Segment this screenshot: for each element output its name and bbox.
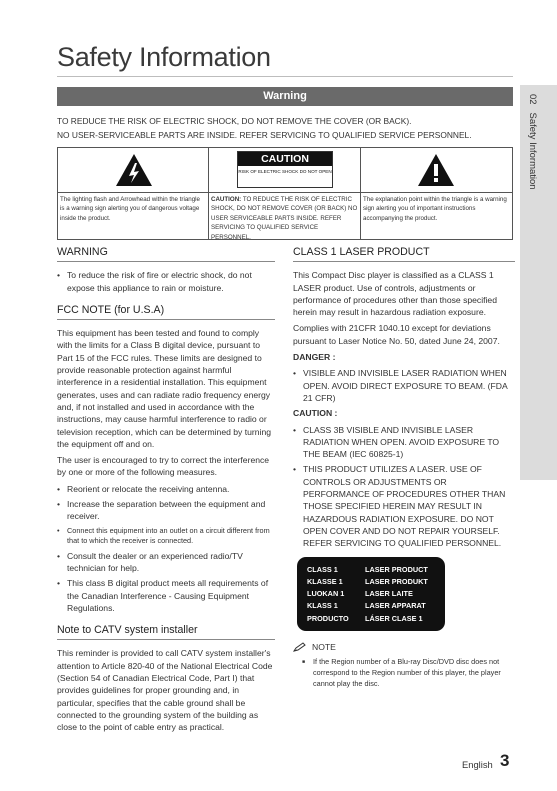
fcc-bullet: • Connect this equipment into an outlet on a circuit different from that to which the receiver is connected. [57, 526, 275, 547]
footer-language: English [462, 759, 493, 770]
caution-bullet: • CLASS 3B VISIBLE AND INVISIBLE LASER RADIATION WHEN OPEN. AVOID EXPOSURE TO THE BEAM (IEC 60825-1) [293, 424, 515, 461]
laser-paragraph-1: This Compact Disc player is classified as a CLASS 1 LASER product. Use of controls, adjustments or performance of procedures other than those specified herein may result in hazardous radiation exposure. [293, 270, 497, 318]
catv-paragraph: This reminder is provided to call CATV system installer's attention to Article 820-40 of the National Electrical Code (Section 54 of Canadian Electrical Code, Part I) that provides guidelines for proper grounding and, in particular, specifies that the cable ground shall be connected to the grounding system of the building as close to the point of cable entry as practical. [57, 648, 273, 733]
title-divider [57, 76, 513, 77]
intro-line-2: NO USER-SERVICEABLE PARTS ARE INSIDE. REFER SERVICING TO QUALIFIED SERVICE PERSONNEL. [57, 130, 472, 140]
laser-product-label [297, 557, 445, 631]
side-tab-number: 02 [527, 94, 538, 105]
danger-bullet: • VISIBLE AND INVISIBLE LASER RADIATION WHEN OPEN. AVOID DIRECT EXPOSURE TO BEAM. (FDA 21 CFR) [293, 367, 515, 404]
caution-explanation [209, 193, 360, 244]
laser-heading: CLASS 1 LASER PRODUCT [293, 246, 515, 262]
exclamation-explanation: The explanation point within the triangle is a warning sign alerting you of important instructions accompanying the product. [363, 196, 507, 222]
fcc-bullet: • Consult the dealer or an experienced radio/TV technician for help. [57, 550, 275, 575]
danger-label: DANGER : [293, 352, 336, 363]
exclamation-triangle-icon [416, 152, 456, 188]
caution-label-box [237, 151, 333, 188]
lightning-symbol-cell [58, 148, 209, 239]
caution-label-subtitle: RISK OF ELECTRIC SHOCK DO NOT OPEN [238, 169, 332, 174]
laser-label-row: CLASS 1 LASER PRODUCT [307, 564, 428, 574]
catv-heading: Note to CATV system installer [57, 624, 275, 640]
lightning-explanation: The lighting flash and Arrowhead within the triangle is a warning sign alerting you of dangerous voltage inside the product. [60, 196, 200, 222]
intro-line-1: TO REDUCE THE RISK OF ELECTRIC SHOCK, DO NOT REMOVE THE COVER (OR BACK). [57, 116, 412, 126]
side-tab-title: Safety Information [527, 112, 538, 190]
caution-bullet: • THIS PRODUCT UTILIZES A LASER. USE OF CONTROLS OR ADJUSTMENTS OR PERFORMANCE OF PROCEDURES OTHER THAN THOSE SPECIFIED HEREIN MAY RESULT IN HAZARDOUS RADIATION EXPOSURE. DO NOT OPEN COVER AND DO NOT REPAIR YOURSELF. REFER SERVICING TO QUALIFIED PERSONNEL. [293, 463, 515, 549]
warning-heading: WARNING [57, 246, 275, 262]
fcc-paragraph-2: The user is encouraged to try to correct the interference by one or more of the following measures. [57, 455, 270, 478]
caution-explanation-text: TO REDUCE THE RISK OF ELECTRIC SHOCK, DO NOT REMOVE COVER (OR BACK) NO USER SERVICEABLE PARTS INSIDE. REFER SERVICING TO QUALIFIED SERVICE PERSONNEL. [211, 196, 358, 241]
caution-label-title: CAUTION [238, 152, 332, 166]
note-header [293, 641, 515, 653]
fcc-bullet: • Increase the separation between the equipment and receiver. [57, 498, 275, 523]
side-tab-label [527, 94, 538, 190]
warning-bar: Warning [57, 87, 513, 106]
fcc-bullet: • This class B digital product meets all requirements of the Canadian Interference - Causing Equipment Regulations. [57, 577, 275, 614]
fcc-heading: FCC NOTE (for U.S.A) [57, 304, 275, 320]
page-title: Safety Information [57, 42, 271, 72]
note-heading: NOTE [312, 642, 336, 653]
laser-label-row: LUOKAN 1 LASER LAITE [307, 589, 413, 599]
fcc-paragraph-1: This equipment has been tested and found to comply with the limits for a Class B digital device, pursuant to Part 15 of the FCC rules. These limits are designed to provide reasonable protection against harmful interference in a residential installation. This equipment generates, uses and can radiate radio frequency energy and, if not installed and used in accordance with the instructions, may cause harmful interference to radio or television reception, which can be determined by turning the equipment off and on. [57, 328, 272, 449]
left-column [57, 246, 275, 738]
lightning-arrowhead-triangle-icon [114, 152, 154, 188]
pencil-note-icon [293, 642, 307, 652]
laser-label-row: KLASSE 1 LASER PRODUKT [307, 576, 428, 586]
intro-text [57, 114, 517, 142]
fcc-bullet: • Reorient or relocate the receiving antenna. [57, 483, 275, 495]
note-item: ■ If the Region number of a Blu-ray Disc/DVD disc does not correspond to the Region number of this player, the player cannot play the disc. [293, 657, 515, 689]
laser-label-row: KLASS 1 LASER APPARAT [307, 601, 426, 611]
caution-heading: CAUTION : [293, 408, 338, 419]
page-number: 3 [500, 751, 510, 770]
laser-label-row: PRODUCTO LÁSER CLASE 1 [307, 613, 423, 623]
right-column [293, 246, 515, 690]
caution-explanation-label: CAUTION: [211, 196, 242, 203]
warning-bullet: • To reduce the risk of fire or electric shock, do not expose this appliance to rain or moisture. [57, 269, 275, 294]
side-tab [520, 85, 557, 480]
caution-label-cell [209, 148, 361, 239]
exclamation-symbol-cell [361, 148, 512, 239]
caution-symbol-table [57, 147, 513, 240]
laser-paragraph-2: Complies with 21CFR 1040.10 except for deviations pursuant to Laser Notice No. 50, dated June 24, 2007. [293, 323, 500, 346]
